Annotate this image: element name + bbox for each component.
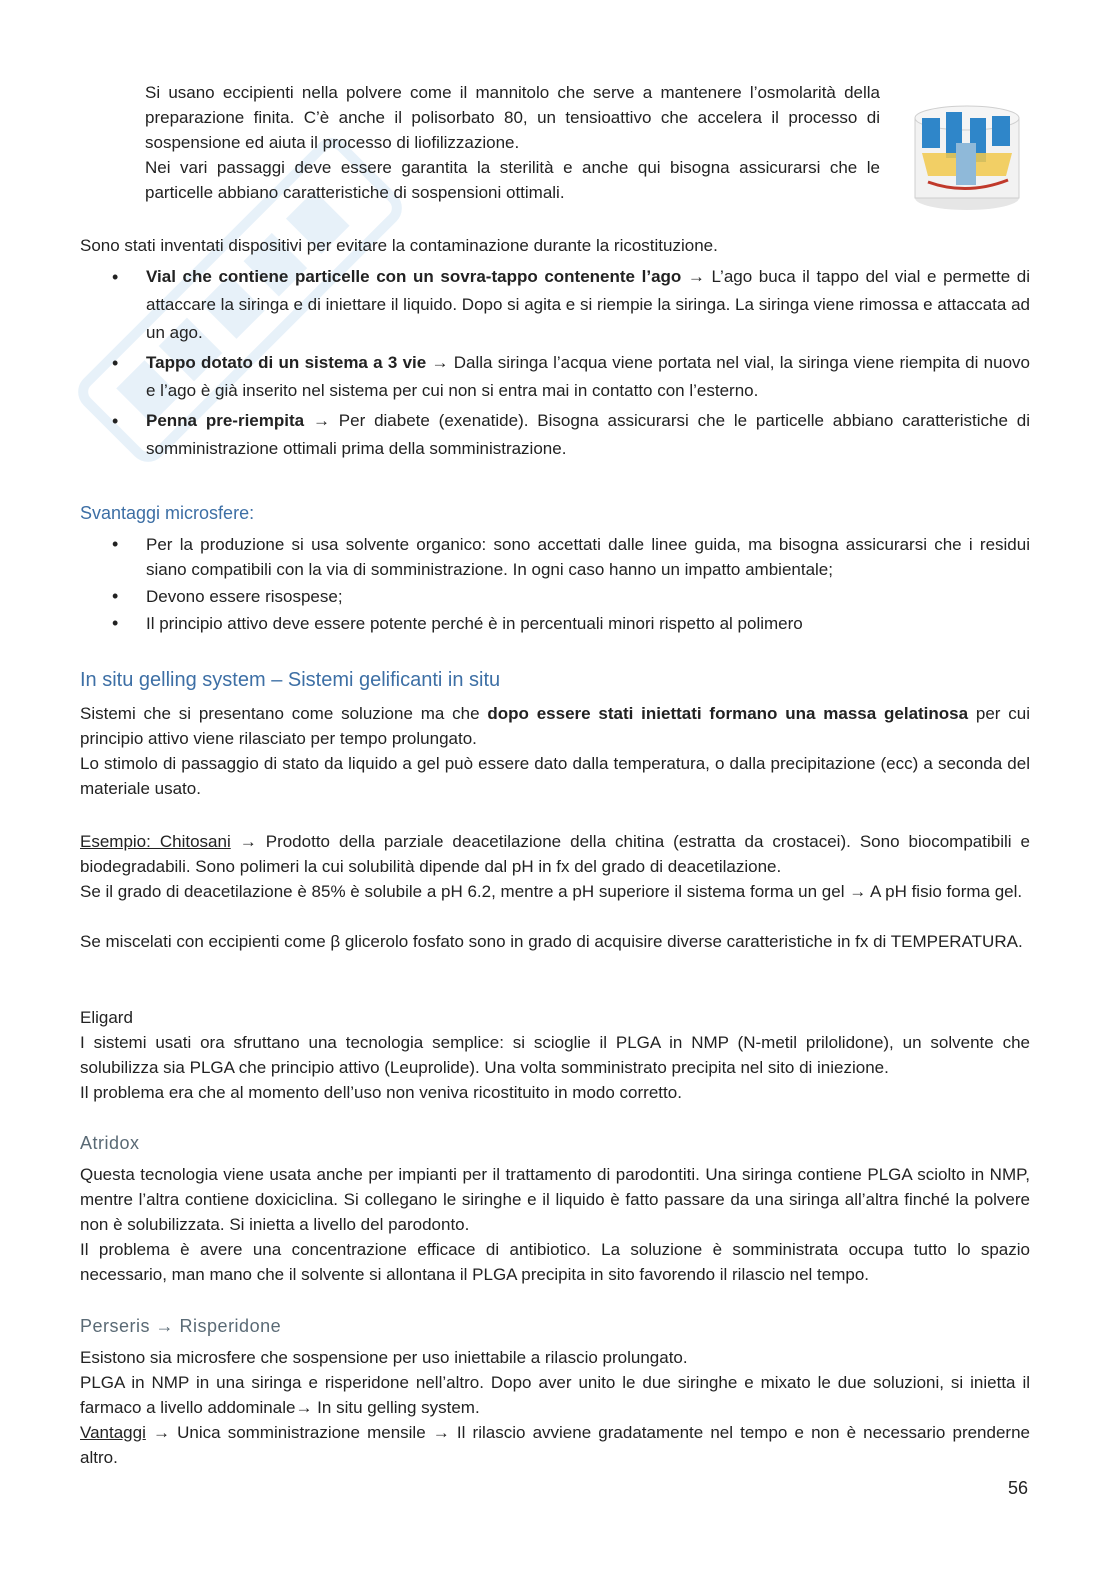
perseris-paragraph-1: Esistono sia microsfere che sospensione per uso iniettabile a rilascio prolungato. bbox=[80, 1348, 688, 1367]
list-item: • Tappo dotato di un sistema a 3 vie → Dalla siringa l’acqua viene portata nel vial, la siringa viene riempita di nuovo e l’ago è già inserito nel sistema per cui non si entra mai in contatto con l’esterno. bbox=[110, 349, 1030, 405]
insitu-heading: In situ gelling system – Sistemi gelificanti in situ bbox=[80, 669, 501, 691]
atridox-heading: Atridox bbox=[80, 1133, 140, 1153]
chitosani-paragraph-1: Esempio: Chitosani → Prodotto della parziale deacetilazione della chitina (estratta da crostacei). Sono biocompatibili e biodegradabili. Sono polimeri la cui solubilità dipende dal pH in fx del grado di deacetilazione. bbox=[80, 832, 1030, 876]
perseris-paragraph-2: PLGA in NMP in una siringa e risperidone nell’altro. Dopo aver unito le due siringhe e mixato le due soluzioni, si inietta il farmaco a livello addominale→ In situ gelling system. bbox=[80, 1373, 1030, 1417]
list-item: • Devono essere risospese; bbox=[110, 584, 1030, 609]
list-item: • Vial che contiene particelle con un sovra-tappo contenente l’ago → L’ago buca il tappo del vial e permette di attaccare la siringa e di iniettare il liquido. Dopo si agita e si riempie la siringa. La siringa viene rimossa e attaccata ad un ago. bbox=[110, 263, 1030, 347]
insitu-paragraph-1: Sistemi che si presentano come soluzione ma che dopo essere stati iniettati formano una massa gelatinosa per cui principio attivo viene rilasciato per tempo prolungato. bbox=[80, 704, 1031, 748]
perseris-vantaggi: Vantaggi → Unica somministrazione mensile → Il rilascio avviene gradatamente nel tempo e non è necessario prenderne altro. bbox=[80, 1423, 1030, 1467]
devices-list bbox=[110, 263, 1030, 465]
list-item: • Il principio attivo deve essere potente perché è in percentuali minori rispetto al polimero bbox=[110, 611, 1030, 636]
devices-intro: Sono stati inventati dispositivi per evitare la contaminazione durante la ricostituzione. bbox=[80, 236, 718, 255]
intro-paragraph-2: Nei vari passaggi deve essere garantita la sterilità e anche qui bisogna assicurarsi che le particelle abbiano caratteristiche di sospensioni ottimali. bbox=[145, 158, 880, 202]
page-number: 56 bbox=[1007, 1478, 1028, 1498]
eligard-heading: Eligard bbox=[80, 1008, 133, 1027]
list-item: • Penna pre-riempita → Per diabete (exenatide). Bisogna assicurarsi che le particelle abbiano caratteristiche di somministrazione ottimali prima della somministrazione. bbox=[110, 407, 1030, 463]
chitosani-paragraph-2: Se il grado di deacetilazione è 85% è solubile a pH 6.2, mentre a pH superiore il sistema forma un gel → A pH fisio forma gel. bbox=[80, 882, 1023, 901]
svantaggi-list bbox=[110, 532, 1030, 638]
insitu-paragraph-2: Lo stimolo di passaggio di stato da liquido a gel può essere dato dalla temperatura, o dalla precipitazione (ecc) a seconda del materiale usato. bbox=[80, 754, 1030, 798]
list-item: • Per la produzione si usa solvente organico: sono accettati dalle linee guida, ma bisogna assicurarsi che i residui siano compatibili con la via di somministrazione. In ogni caso hanno un impatto ambientale; bbox=[110, 532, 1030, 582]
microsphere-device-illustration bbox=[908, 98, 1026, 216]
eligard-paragraph-2: Il problema era che al momento dell’uso non veniva ricostituito in modo corretto. bbox=[80, 1083, 682, 1102]
intro-paragraph-1: Si usano eccipienti nella polvere come il mannitolo che serve a mantenere l’osmolarità della preparazione finita. C’è anche il polisorbato 80, un tensioattivo che accelera il processo di sospensione ed aiuta il processo di liofilizzazione. bbox=[145, 83, 880, 152]
atridox-paragraph-2: Il problema è avere una concentrazione efficace di antibiotico. La soluzione è somministrata occupa tutto lo spazio necessario, man mano che il solvente si allontana il PLGA precipita in sito favorendo il rilascio nel tempo. bbox=[80, 1240, 1030, 1284]
svantaggi-heading: Svantaggi microsfere: bbox=[80, 503, 255, 523]
atridox-paragraph-1: Questa tecnologia viene usata anche per impianti per il trattamento di parodontiti. Una siringa contiene PLGA sciolto in NMP, mentre l’altra contiene doxiciclina. Si collegano le siringhe e il liquido è fatto passare da una siringa all’altra finché la polvere non è solubilizzata. Si inietta a livello del parodonto. bbox=[80, 1165, 1030, 1234]
eligard-paragraph-1: I sistemi usati ora sfruttano una tecnologia semplice: si scioglie il PLGA in NMP (N-metil prilolidone), un solvente che solubilizza sia PLGA che principio attivo (Leuprolide). Una volta somministrato precipita nel sito di iniezione. bbox=[80, 1033, 1030, 1077]
perseris-heading: Perseris → Risperidone bbox=[80, 1316, 282, 1336]
chitosani-paragraph-3: Se miscelati con eccipienti come β glicerolo fosfato sono in grado di acquisire diverse caratteristiche in fx di TEMPERATURA. bbox=[80, 932, 1023, 951]
